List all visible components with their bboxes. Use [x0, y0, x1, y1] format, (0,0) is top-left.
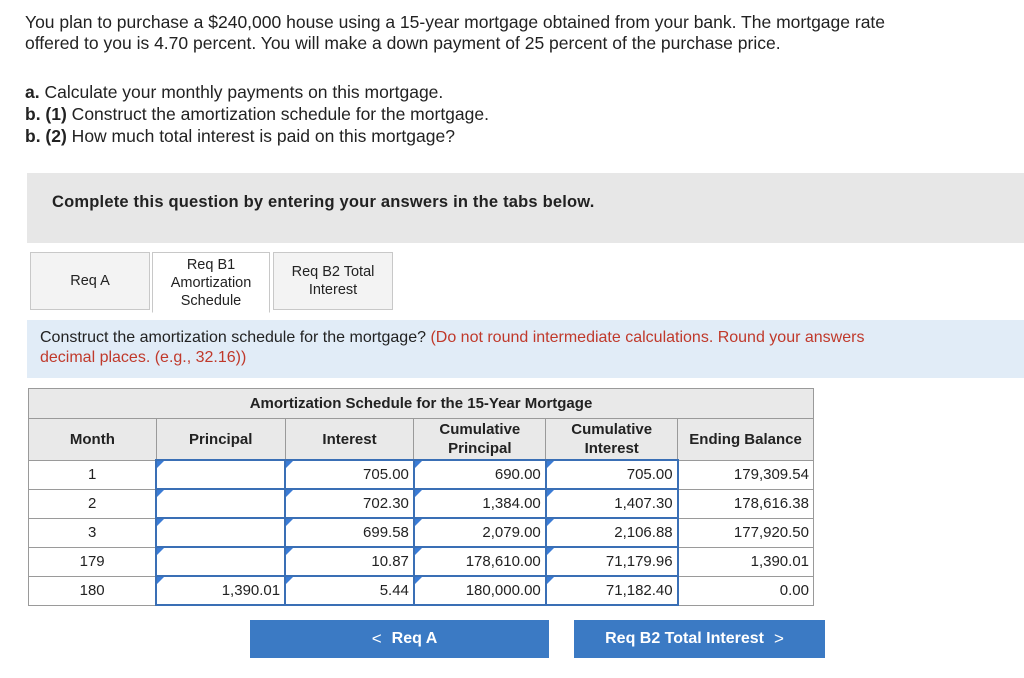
prev-tab-label: Req A — [391, 630, 438, 647]
input-cumulative-interest[interactable]: 705.00 — [546, 460, 678, 489]
cell-ending-balance: 178,616.38 — [678, 489, 814, 518]
input-interest[interactable]: 702.30 — [285, 489, 414, 518]
chevron-right-icon: > — [773, 629, 784, 648]
input-interest[interactable]: 10.87 — [285, 547, 414, 576]
problem-line-2: offered to you is 4.70 percent. You will make a down payment of 25 percent of the purchase price. — [25, 33, 781, 53]
chevron-left-icon: < — [371, 629, 382, 648]
next-tab-label: Req B2 Total Interest — [605, 630, 764, 647]
cell-ending-balance: 0.00 — [678, 576, 814, 605]
part-a — [25, 81, 489, 103]
tab-req-b2-line2: Interest — [308, 282, 358, 298]
header-cum-interest-line2: Interest — [584, 440, 639, 457]
table-row — [29, 518, 814, 547]
input-cumulative-principal[interactable]: 178,610.00 — [414, 547, 546, 576]
input-cumulative-interest[interactable]: 1,407.30 — [546, 489, 678, 518]
header-cum-principal-line1: Cumulative — [439, 421, 521, 438]
header-cumulative-principal — [414, 419, 546, 461]
header-month: Month — [29, 419, 157, 461]
tab-req-a-label: Req A — [70, 273, 110, 289]
header-cum-principal-line2: Principal — [448, 440, 512, 457]
input-interest[interactable]: 705.00 — [285, 460, 414, 489]
cell-ending-balance: 1,390.01 — [678, 547, 814, 576]
input-principal[interactable] — [156, 489, 285, 518]
input-cumulative-principal[interactable]: 2,079.00 — [414, 518, 546, 547]
part-b1-text: Construct the amortization schedule for the mortgage. — [66, 104, 489, 124]
tab-req-b1-line2: Amortization — [170, 274, 252, 291]
input-principal[interactable] — [156, 547, 285, 576]
instruction-main: Construct the amortization schedule for the mortgage? — [40, 329, 431, 346]
header-cumulative-interest — [546, 419, 678, 461]
tab-req-b2-line1: Req B2 Total — [291, 264, 375, 280]
cell-month: 1 — [29, 460, 157, 489]
input-interest[interactable]: 699.58 — [285, 518, 414, 547]
cell-ending-balance: 177,920.50 — [678, 518, 814, 547]
cell-month: 180 — [29, 576, 157, 605]
instruction-box — [27, 320, 1024, 378]
input-principal[interactable] — [156, 518, 285, 547]
tab-req-a[interactable] — [30, 252, 150, 310]
input-cumulative-interest[interactable]: 71,182.40 — [546, 576, 678, 605]
tab-req-b1-line1: Req B1 — [186, 256, 236, 273]
input-interest[interactable]: 5.44 — [285, 576, 414, 605]
instructions-band-text: Complete this question by entering your answers in the tabs below. — [52, 193, 595, 211]
input-cumulative-interest[interactable]: 71,179.96 — [546, 547, 678, 576]
table-row — [29, 460, 814, 489]
tab-req-b1[interactable] — [152, 252, 270, 313]
part-b1 — [25, 103, 489, 125]
question-parts — [25, 81, 489, 147]
part-a-text: Calculate your monthly payments on this mortgage. — [39, 82, 444, 102]
input-cumulative-principal[interactable]: 180,000.00 — [414, 576, 546, 605]
input-cumulative-principal[interactable]: 1,384.00 — [414, 489, 546, 518]
table-row — [29, 489, 814, 518]
part-b2-text: How much total interest is paid on this mortgage? — [66, 126, 455, 146]
header-principal: Principal — [156, 419, 285, 461]
tab-req-b1-line3: Schedule — [180, 292, 242, 309]
cell-month: 3 — [29, 518, 157, 547]
instruction-text — [40, 328, 1024, 368]
cell-ending-balance: 179,309.54 — [678, 460, 814, 489]
part-b1-label: b. (1) — [25, 104, 67, 124]
instructions-band — [27, 173, 1024, 243]
cell-month: 2 — [29, 489, 157, 518]
part-b2 — [25, 125, 489, 147]
header-cum-interest-line1: Cumulative — [571, 421, 653, 438]
part-b2-label: b. (2) — [25, 126, 67, 146]
input-principal[interactable]: 1,390.01 — [156, 576, 285, 605]
instruction-rounding-1: (Do not round intermediate calculations. Round your answers — [430, 329, 865, 346]
next-tab-button[interactable] — [574, 620, 825, 658]
instruction-rounding-2: decimal places. (e.g., 32.16)) — [40, 349, 247, 366]
tab-req-b2[interactable] — [273, 252, 393, 310]
cell-month: 179 — [29, 547, 157, 576]
amortization-table — [28, 388, 814, 606]
part-a-label: a. — [25, 82, 40, 102]
table-row — [29, 576, 814, 605]
header-interest: Interest — [285, 419, 414, 461]
input-cumulative-interest[interactable]: 2,106.88 — [546, 518, 678, 547]
header-ending-balance: Ending Balance — [678, 419, 814, 461]
prev-tab-button[interactable] — [250, 620, 549, 658]
problem-line-1: You plan to purchase a $240,000 house using a 15-year mortgage obtained from your bank. The mortgage rate — [25, 12, 886, 32]
input-principal[interactable] — [156, 460, 285, 489]
input-cumulative-principal[interactable]: 690.00 — [414, 460, 546, 489]
table-title: Amortization Schedule for the 15-Year Mortgage — [29, 389, 814, 419]
problem-statement — [25, 12, 1024, 54]
table-row — [29, 547, 814, 576]
